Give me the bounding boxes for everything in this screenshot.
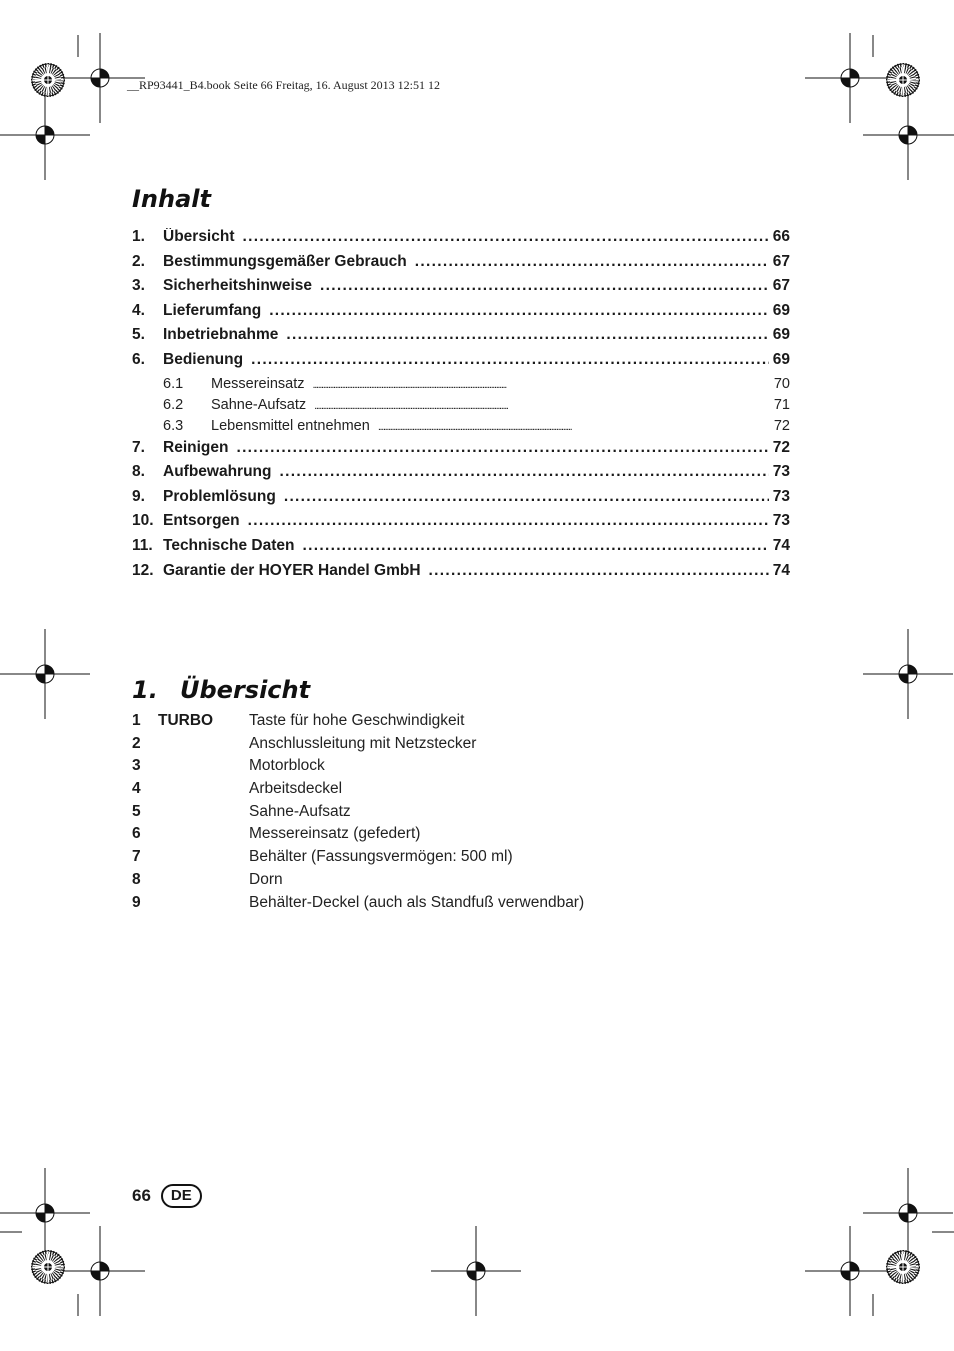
toc-entry-number: 3. bbox=[132, 277, 145, 295]
part-description: Behälter (Fassungsvermögen: 500 ml) bbox=[249, 848, 513, 866]
toc-entry-title: Aufbewahrung bbox=[163, 463, 272, 481]
part-description: Messereinsatz (gefedert) bbox=[249, 825, 421, 843]
toc-entry bbox=[132, 397, 790, 418]
toc-entry bbox=[132, 277, 790, 302]
toc-entry-title: Sicherheitshinweise bbox=[163, 277, 313, 295]
toc-leader-dots bbox=[248, 512, 769, 530]
toc-heading: Inhalt bbox=[132, 185, 211, 213]
toc-entry-page: 73 bbox=[772, 463, 790, 481]
toc-entry-title: Technische Daten bbox=[163, 536, 295, 554]
toc-entry-title: Reinigen bbox=[163, 438, 229, 456]
toc-leader-dots bbox=[286, 326, 768, 344]
toc-leader-dots bbox=[415, 253, 769, 271]
part-item bbox=[132, 848, 752, 871]
part-item bbox=[132, 780, 752, 803]
toc-entry-title: Bedienung bbox=[163, 350, 244, 368]
language-badge: DE bbox=[161, 1184, 202, 1208]
toc-entry bbox=[132, 253, 790, 278]
part-description: Motorblock bbox=[249, 757, 325, 775]
part-number: 1 bbox=[132, 712, 141, 729]
toc-entry-page: 67 bbox=[772, 252, 790, 270]
toc-entry-title: Lieferumfang bbox=[163, 301, 262, 319]
toc-leader-dots bbox=[251, 351, 769, 369]
part-number: 2 bbox=[132, 734, 141, 752]
toc-entry bbox=[132, 326, 790, 351]
toc-entry-title: Messereinsatz bbox=[211, 375, 305, 392]
toc-leader-dots bbox=[243, 228, 769, 246]
toc-leader-dots bbox=[280, 463, 769, 481]
parts-list bbox=[132, 712, 752, 916]
toc-entry-title: Bestimmungsgemäßer Gebrauch bbox=[163, 252, 407, 270]
toc-entry-title: Übersicht bbox=[163, 228, 235, 245]
toc-entry-number: 6.1 bbox=[163, 375, 184, 392]
overview-heading-number: 1. bbox=[132, 676, 158, 704]
part-description: Dorn bbox=[249, 870, 283, 888]
table-of-contents bbox=[132, 228, 790, 586]
toc-entry-number: 7. bbox=[132, 438, 145, 456]
toc-entry bbox=[132, 439, 790, 464]
toc-entry-page: 74 bbox=[772, 561, 790, 579]
toc-entry-title: Lebensmittel entnehmen bbox=[211, 417, 370, 434]
toc-entry bbox=[132, 351, 790, 376]
part-number: 6 bbox=[132, 825, 141, 843]
part-item bbox=[132, 894, 752, 917]
toc-leader-dots bbox=[378, 421, 770, 433]
part-description: Arbeitsdeckel bbox=[249, 780, 343, 798]
toc-entry bbox=[132, 562, 790, 587]
toc-entry-page: 70 bbox=[773, 375, 790, 392]
toc-entry-page: 73 bbox=[772, 487, 790, 505]
toc-entry-page: 71 bbox=[773, 396, 790, 413]
part-item bbox=[132, 757, 752, 780]
toc-entry-page: 73 bbox=[772, 512, 790, 530]
print-slug-header: __RP93441_B4.book Seite 66 Freitag, 16. August 2013 12:51 12 bbox=[127, 78, 441, 92]
toc-entry bbox=[132, 228, 790, 253]
part-number: 4 bbox=[132, 780, 141, 798]
toc-entry bbox=[132, 512, 790, 537]
toc-entry bbox=[132, 537, 790, 562]
toc-entry-number: 10. bbox=[132, 512, 154, 530]
toc-entry-page: 69 bbox=[772, 326, 790, 344]
part-number: 8 bbox=[132, 870, 141, 888]
toc-entry-number: 1. bbox=[132, 228, 145, 245]
toc-entry-number: 6.3 bbox=[163, 417, 184, 434]
toc-leader-dots bbox=[236, 439, 768, 457]
toc-entry bbox=[132, 302, 790, 327]
part-number: 5 bbox=[132, 802, 141, 820]
part-item bbox=[132, 803, 752, 826]
toc-entry-page: 67 bbox=[772, 277, 790, 295]
part-description: Behälter-Deckel (auch als Standfuß verwendbar) bbox=[249, 893, 585, 911]
toc-entry-number: 11. bbox=[132, 536, 153, 554]
toc-entry-page: 72 bbox=[772, 438, 790, 456]
toc-entry-page: 74 bbox=[772, 536, 790, 554]
toc-entry bbox=[132, 488, 790, 513]
toc-entry bbox=[132, 463, 790, 488]
toc-entry-title: Entsorgen bbox=[163, 512, 240, 530]
toc-entry bbox=[132, 376, 790, 397]
overview-heading bbox=[132, 676, 310, 704]
toc-entry bbox=[132, 418, 790, 439]
part-description: Anschlussleitung mit Netzstecker bbox=[249, 734, 477, 752]
page-footer bbox=[132, 1184, 202, 1208]
page-number: 66 bbox=[132, 1186, 151, 1205]
toc-leader-dots bbox=[284, 488, 769, 506]
toc-entry-number: 6. bbox=[132, 350, 145, 368]
part-number: 3 bbox=[132, 757, 141, 775]
toc-entry-title: Problemlösung bbox=[163, 487, 276, 505]
toc-entry-title: Inbetriebnahme bbox=[163, 326, 279, 344]
part-label: TURBO bbox=[158, 712, 214, 729]
part-item bbox=[132, 825, 752, 848]
toc-entry-page: 69 bbox=[772, 301, 790, 319]
toc-entry-number: 2. bbox=[132, 252, 145, 270]
toc-leader-dots bbox=[320, 277, 769, 295]
toc-entry-title: Garantie der HOYER Handel GmbH bbox=[163, 561, 421, 579]
toc-entry-title: Sahne-Aufsatz bbox=[211, 396, 307, 413]
toc-entry-page: 69 bbox=[772, 350, 790, 368]
part-item bbox=[132, 735, 752, 758]
toc-entry-number: 4. bbox=[132, 301, 145, 319]
part-description: Taste für hohe Geschwindigkeit bbox=[249, 712, 465, 729]
toc-entry-number: 8. bbox=[132, 463, 145, 481]
toc-leader-dots bbox=[269, 302, 769, 320]
part-item bbox=[132, 871, 752, 894]
part-number: 7 bbox=[132, 848, 141, 866]
part-number: 9 bbox=[132, 893, 141, 911]
toc-entry-page: 66 bbox=[772, 228, 790, 245]
overview-heading-title: Übersicht bbox=[180, 676, 311, 704]
toc-entry-number: 9. bbox=[132, 487, 145, 505]
toc-leader-dots bbox=[314, 400, 770, 412]
toc-leader-dots bbox=[429, 562, 769, 580]
toc-entry-page: 72 bbox=[773, 417, 790, 434]
toc-entry-number: 6.2 bbox=[163, 396, 184, 413]
toc-entry-number: 12. bbox=[132, 561, 154, 579]
toc-entry-number: 5. bbox=[132, 326, 145, 344]
toc-leader-dots bbox=[312, 379, 769, 391]
part-description: Sahne-Aufsatz bbox=[249, 802, 351, 820]
part-item bbox=[132, 712, 752, 735]
toc-leader-dots bbox=[303, 537, 769, 555]
